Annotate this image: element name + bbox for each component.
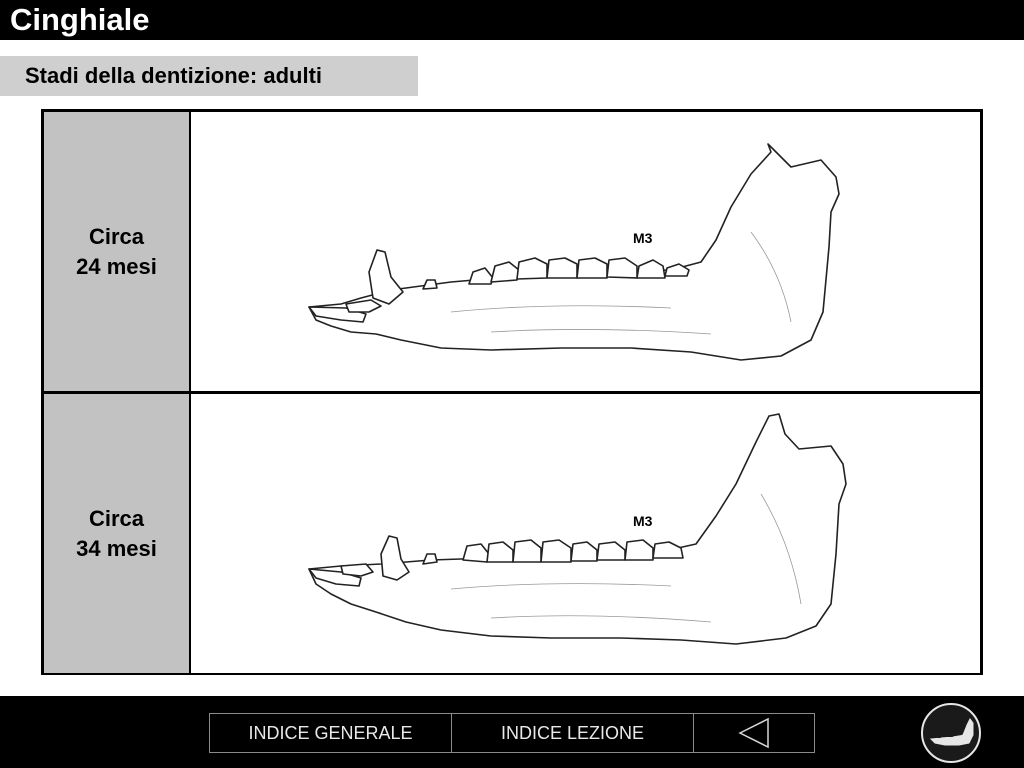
mandible-logo-icon[interactable] [921, 703, 981, 763]
back-button[interactable] [694, 714, 814, 752]
footer-nav [209, 713, 815, 753]
lesson-index-button[interactable]: INDICE LEZIONE [452, 714, 694, 752]
age-label-cell [44, 394, 191, 673]
age-label-cell [44, 112, 191, 391]
table-row [44, 394, 980, 673]
section-subtitle: Stadi della dentizione: adulti [0, 56, 418, 96]
mandible-34-months-illustration [191, 394, 980, 673]
back-arrow-icon [736, 716, 772, 750]
tooth-label-m3: M3 [633, 230, 653, 246]
tooth-label-m3: M3 [633, 513, 653, 529]
footer-bar [0, 696, 1024, 768]
title-bar [0, 0, 1024, 40]
age-label-line1: Circa [88, 223, 145, 249]
page-title: Cinghiale [10, 2, 150, 37]
mandible-image-cell [191, 112, 980, 391]
age-label-line1: Circa [88, 505, 145, 531]
general-index-button[interactable]: INDICE GENERALE [210, 714, 452, 752]
age-label-line2: 34 mesi [76, 535, 157, 561]
table-row [44, 112, 980, 391]
age-label-line2: 24 mesi [76, 253, 157, 279]
mandible-24-months-illustration [191, 112, 980, 391]
dentition-table [41, 109, 983, 675]
mandible-image-cell [191, 394, 980, 673]
